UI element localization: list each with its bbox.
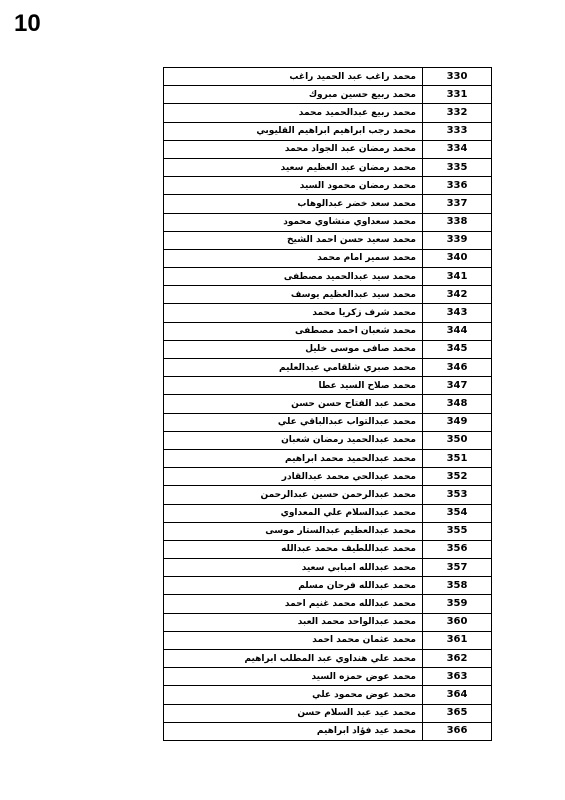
page-number: 10 (14, 10, 41, 37)
table-row (164, 68, 492, 86)
serial-number-cell: 366 (423, 722, 492, 740)
table-row (164, 268, 492, 286)
table-row (164, 104, 492, 122)
serial-number-cell: 333 (423, 122, 492, 140)
person-name-cell: محمد عبدالسلام علي المعداوي (164, 504, 423, 522)
person-name-cell: محمد علي هنداوي عبد المطلب ابراهيم (164, 650, 423, 668)
serial-number-cell: 356 (423, 540, 492, 558)
person-name-cell: محمد رمضان عبد الجواد محمد (164, 140, 423, 158)
table-row (164, 231, 492, 249)
person-name-cell: محمد سعيد حسن احمد الشيخ (164, 231, 423, 249)
person-name-cell: محمد عيد عبد السلام حسن (164, 704, 423, 722)
table-row (164, 158, 492, 176)
person-name-cell: محمد عبدالعظيم عبدالستار موسى (164, 522, 423, 540)
serial-number-cell: 353 (423, 486, 492, 504)
table-row (164, 686, 492, 704)
person-name-cell: محمد عيد فؤاد ابراهيم (164, 722, 423, 740)
table-row (164, 304, 492, 322)
serial-number-cell: 336 (423, 177, 492, 195)
table-row (164, 650, 492, 668)
person-name-cell: محمد صلاح السيد عطا (164, 377, 423, 395)
person-name-cell: محمد سمير امام محمد (164, 249, 423, 267)
person-name-cell: محمد شعبان احمد مصطفى (164, 322, 423, 340)
table-row (164, 668, 492, 686)
serial-number-cell: 334 (423, 140, 492, 158)
serial-number-cell: 347 (423, 377, 492, 395)
serial-number-cell: 340 (423, 249, 492, 267)
serial-number-cell: 335 (423, 158, 492, 176)
table-row (164, 540, 492, 558)
person-name-cell: محمد عبدالحميد محمد ابراهيم (164, 449, 423, 467)
table-row (164, 395, 492, 413)
person-name-cell: محمد عبدالواحد محمد العبد (164, 613, 423, 631)
table-row (164, 213, 492, 231)
table-row (164, 86, 492, 104)
person-name-cell: محمد عبد الفتاح حسن حسن (164, 395, 423, 413)
serial-number-cell: 358 (423, 577, 492, 595)
serial-number-cell: 359 (423, 595, 492, 613)
person-name-cell: محمد رجب ابراهيم ابراهيم القليوبي (164, 122, 423, 140)
table-row (164, 413, 492, 431)
person-name-cell: محمد عبدالله محمد غنيم احمد (164, 595, 423, 613)
person-name-cell: محمد سيد عبدالعظيم يوسف (164, 286, 423, 304)
serial-number-cell: 344 (423, 322, 492, 340)
person-name-cell: محمد عبداللطيف محمد عبدالله (164, 540, 423, 558)
table-row (164, 195, 492, 213)
person-name-cell: محمد ربيع حسين مبروك (164, 86, 423, 104)
serial-number-cell: 352 (423, 468, 492, 486)
serial-number-cell: 362 (423, 650, 492, 668)
table-body (164, 68, 492, 741)
serial-number-cell: 341 (423, 268, 492, 286)
person-name-cell: محمد عوض حمزه السيد (164, 668, 423, 686)
table-row (164, 122, 492, 140)
table-row (164, 504, 492, 522)
table-row (164, 704, 492, 722)
person-name-cell: محمد سعداوي منشاوي محمود (164, 213, 423, 231)
serial-number-cell: 332 (423, 104, 492, 122)
serial-number-cell: 343 (423, 304, 492, 322)
person-name-cell: محمد عوض محمود علي (164, 686, 423, 704)
person-name-cell: محمد عبدالتواب عبدالباقي علي (164, 413, 423, 431)
person-name-cell: محمد سعد خضر عبدالوهاب (164, 195, 423, 213)
table-row (164, 522, 492, 540)
serial-number-cell: 342 (423, 286, 492, 304)
table-row (164, 177, 492, 195)
serial-number-cell: 348 (423, 395, 492, 413)
person-name-cell: محمد عبدالحميد رمضان شعبان (164, 431, 423, 449)
serial-number-cell: 337 (423, 195, 492, 213)
serial-number-cell: 349 (423, 413, 492, 431)
table-row (164, 322, 492, 340)
serial-number-cell: 360 (423, 613, 492, 631)
table-row (164, 595, 492, 613)
person-name-cell: محمد عثمان محمد احمد (164, 631, 423, 649)
table-row (164, 468, 492, 486)
serial-number-cell: 365 (423, 704, 492, 722)
serial-number-cell: 364 (423, 686, 492, 704)
serial-number-cell: 351 (423, 449, 492, 467)
serial-number-cell: 339 (423, 231, 492, 249)
serial-number-cell: 355 (423, 522, 492, 540)
table-row (164, 559, 492, 577)
person-name-cell: محمد رمضان محمود السيد (164, 177, 423, 195)
table-row (164, 140, 492, 158)
serial-number-cell: 357 (423, 559, 492, 577)
table-row (164, 722, 492, 740)
table-row (164, 613, 492, 631)
serial-number-cell: 338 (423, 213, 492, 231)
person-name-cell: محمد صافى موسى خليل (164, 340, 423, 358)
person-name-cell: محمد راغب عبد الحميد راغب (164, 68, 423, 86)
person-name-cell: محمد سيد عبدالحميد مصطفى (164, 268, 423, 286)
person-name-cell: محمد عبدالله فرحان مسلم (164, 577, 423, 595)
table-row (164, 431, 492, 449)
serial-number-cell: 331 (423, 86, 492, 104)
serial-number-cell: 363 (423, 668, 492, 686)
table-row (164, 486, 492, 504)
table-row (164, 577, 492, 595)
person-name-cell: محمد رمضان عبد العظيم سعيد (164, 158, 423, 176)
table-row (164, 249, 492, 267)
names-table (163, 67, 492, 741)
serial-number-cell: 345 (423, 340, 492, 358)
person-name-cell: محمد عبدالرحمن حسين عبدالرحمن (164, 486, 423, 504)
person-name-cell: محمد ربيع عبدالحميد محمد (164, 104, 423, 122)
serial-number-cell: 361 (423, 631, 492, 649)
table-row (164, 286, 492, 304)
table-row (164, 340, 492, 358)
person-name-cell: محمد شرف زكريا محمد (164, 304, 423, 322)
serial-number-cell: 354 (423, 504, 492, 522)
table-row (164, 377, 492, 395)
person-name-cell: محمد صبري شلقامي عبدالعليم (164, 359, 423, 377)
table-row (164, 449, 492, 467)
table-row (164, 359, 492, 377)
table-row (164, 631, 492, 649)
person-name-cell: محمد عبدالله امبابي سعيد (164, 559, 423, 577)
serial-number-cell: 346 (423, 359, 492, 377)
serial-number-cell: 350 (423, 431, 492, 449)
serial-number-cell: 330 (423, 68, 492, 86)
person-name-cell: محمد عبدالحي محمد عبدالقادر (164, 468, 423, 486)
